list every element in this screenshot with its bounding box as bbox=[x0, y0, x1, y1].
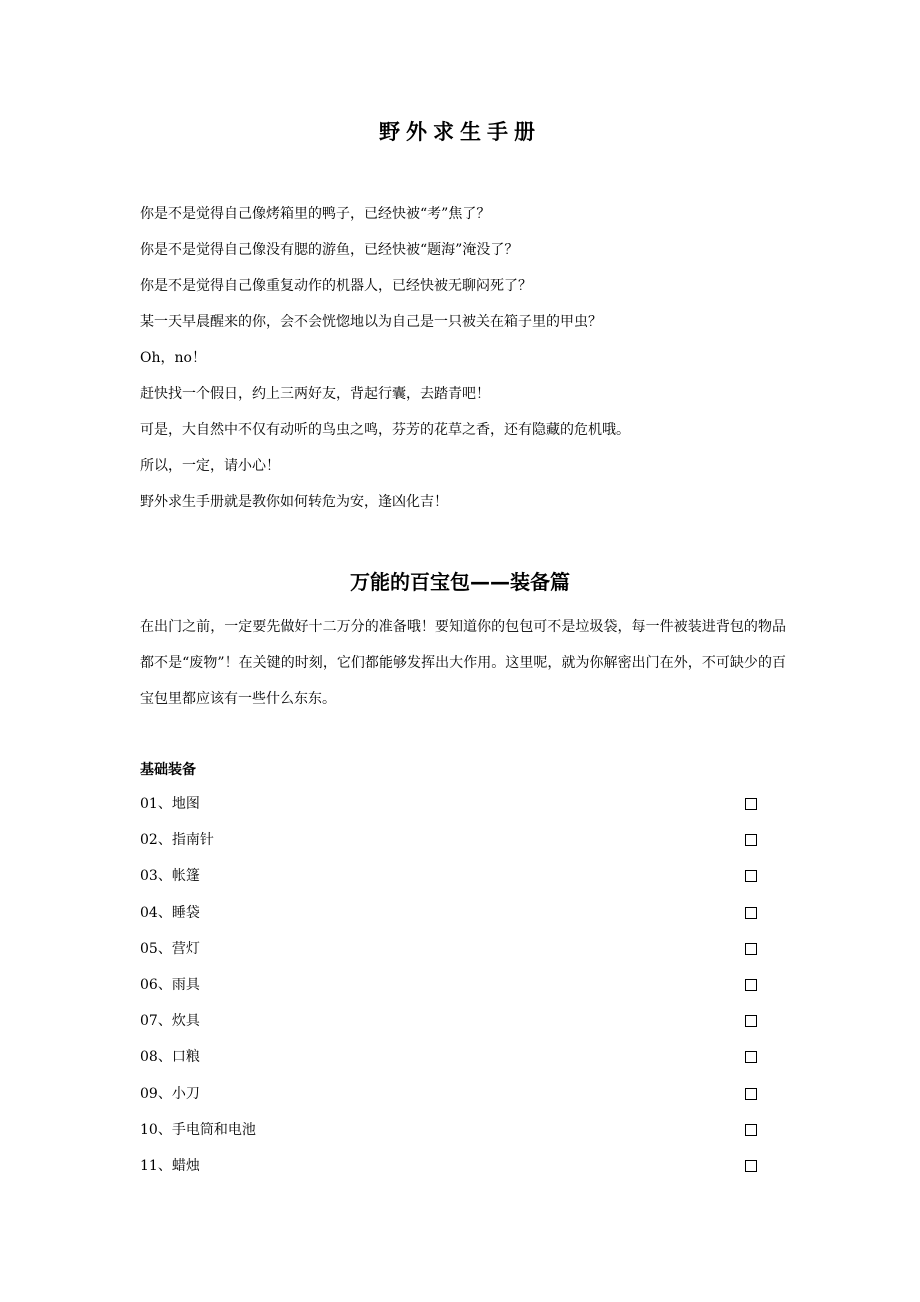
checkbox[interactable] bbox=[745, 1088, 757, 1100]
checklist-item-label: 11、蜡烛 bbox=[140, 1157, 200, 1174]
checkbox[interactable] bbox=[745, 834, 757, 846]
checkbox[interactable] bbox=[745, 979, 757, 991]
checklist-item-label: 05、营灯 bbox=[140, 940, 200, 957]
checklist-item-label: 06、雨具 bbox=[140, 976, 200, 993]
checklist-item bbox=[140, 1118, 762, 1154]
checklist-item bbox=[140, 901, 762, 937]
checkbox[interactable] bbox=[745, 1160, 757, 1172]
checklist-item-label: 10、手电筒和电池 bbox=[140, 1121, 256, 1138]
checklist-item-label: 02、指南针 bbox=[140, 832, 214, 849]
checklist-item bbox=[140, 864, 762, 900]
intro-line: 可是，大自然中不仅有动听的鸟虫之鸣，芬芳的花草之香，还有隐藏的危机哦。 bbox=[140, 422, 630, 438]
checkbox[interactable] bbox=[745, 943, 757, 955]
equipment-checklist bbox=[140, 792, 762, 1190]
section-paragraph: 在出门之前，一定要先做好十二万分的准备哦！要知道你的包包可不是垃圾袋，每一件被装进背包的物品都不是“废物”！在关键的时刻，它们都能够发挥出大作用。这里呢，就为你解密出门在外，不可缺少的百宝包里都应该有一些什么东东。 bbox=[140, 619, 786, 707]
checklist-item-label: 07、炊具 bbox=[140, 1013, 200, 1030]
intro-line: 所以，一定，请小心！ bbox=[140, 458, 280, 474]
checkbox[interactable] bbox=[745, 870, 757, 882]
checklist-item bbox=[140, 792, 762, 828]
intro-line: 你是不是觉得自己像烤箱里的鸭子，已经快被“考”焦了？ bbox=[140, 206, 491, 222]
intro-line: 你是不是觉得自己像没有腮的游鱼，已经快被“题海”淹没了？ bbox=[140, 242, 519, 258]
intro-line: 野外求生手册就是教你如何转危为安，逢凶化吉！ bbox=[140, 494, 448, 510]
checklist-item-label: 01、地图 bbox=[140, 796, 200, 812]
intro-line: 某一天早晨醒来的你，会不会恍惚地以为自己是一只被关在箱子里的甲虫？ bbox=[140, 314, 602, 330]
checklist-item bbox=[140, 973, 762, 1009]
checklist-item-label: 04、睡袋 bbox=[140, 904, 200, 921]
intro-line: 你是不是觉得自己像重复动作的机器人，已经快被无聊闷死了？ bbox=[140, 278, 532, 294]
checklist-item bbox=[140, 828, 762, 864]
intro-line: Oh，no！ bbox=[140, 350, 206, 366]
checklist-item-label: 08、口粮 bbox=[140, 1049, 200, 1066]
document-title: 野外求生手册 bbox=[379, 119, 541, 144]
intro-line: 赶快找一个假日，约上三两好友，背起行囊，去踏青吧！ bbox=[140, 386, 490, 402]
checklist-heading: 基础装备 bbox=[140, 762, 196, 778]
checklist-item-label: 09、小刀 bbox=[140, 1085, 200, 1102]
checkbox[interactable] bbox=[745, 1124, 757, 1136]
checkbox[interactable] bbox=[745, 1015, 757, 1027]
checkbox[interactable] bbox=[745, 798, 757, 810]
checklist-item bbox=[140, 937, 762, 973]
checklist-item bbox=[140, 1045, 762, 1081]
checkbox[interactable] bbox=[745, 907, 757, 919]
checklist-item bbox=[140, 1154, 762, 1190]
checklist-item bbox=[140, 1082, 762, 1118]
checklist-item-label: 03、帐篷 bbox=[140, 868, 200, 885]
intro-section bbox=[140, 203, 800, 527]
checkbox[interactable] bbox=[745, 1051, 757, 1063]
checklist-item bbox=[140, 1009, 762, 1045]
section-title: 万能的百宝包——装备篇 bbox=[350, 570, 570, 594]
